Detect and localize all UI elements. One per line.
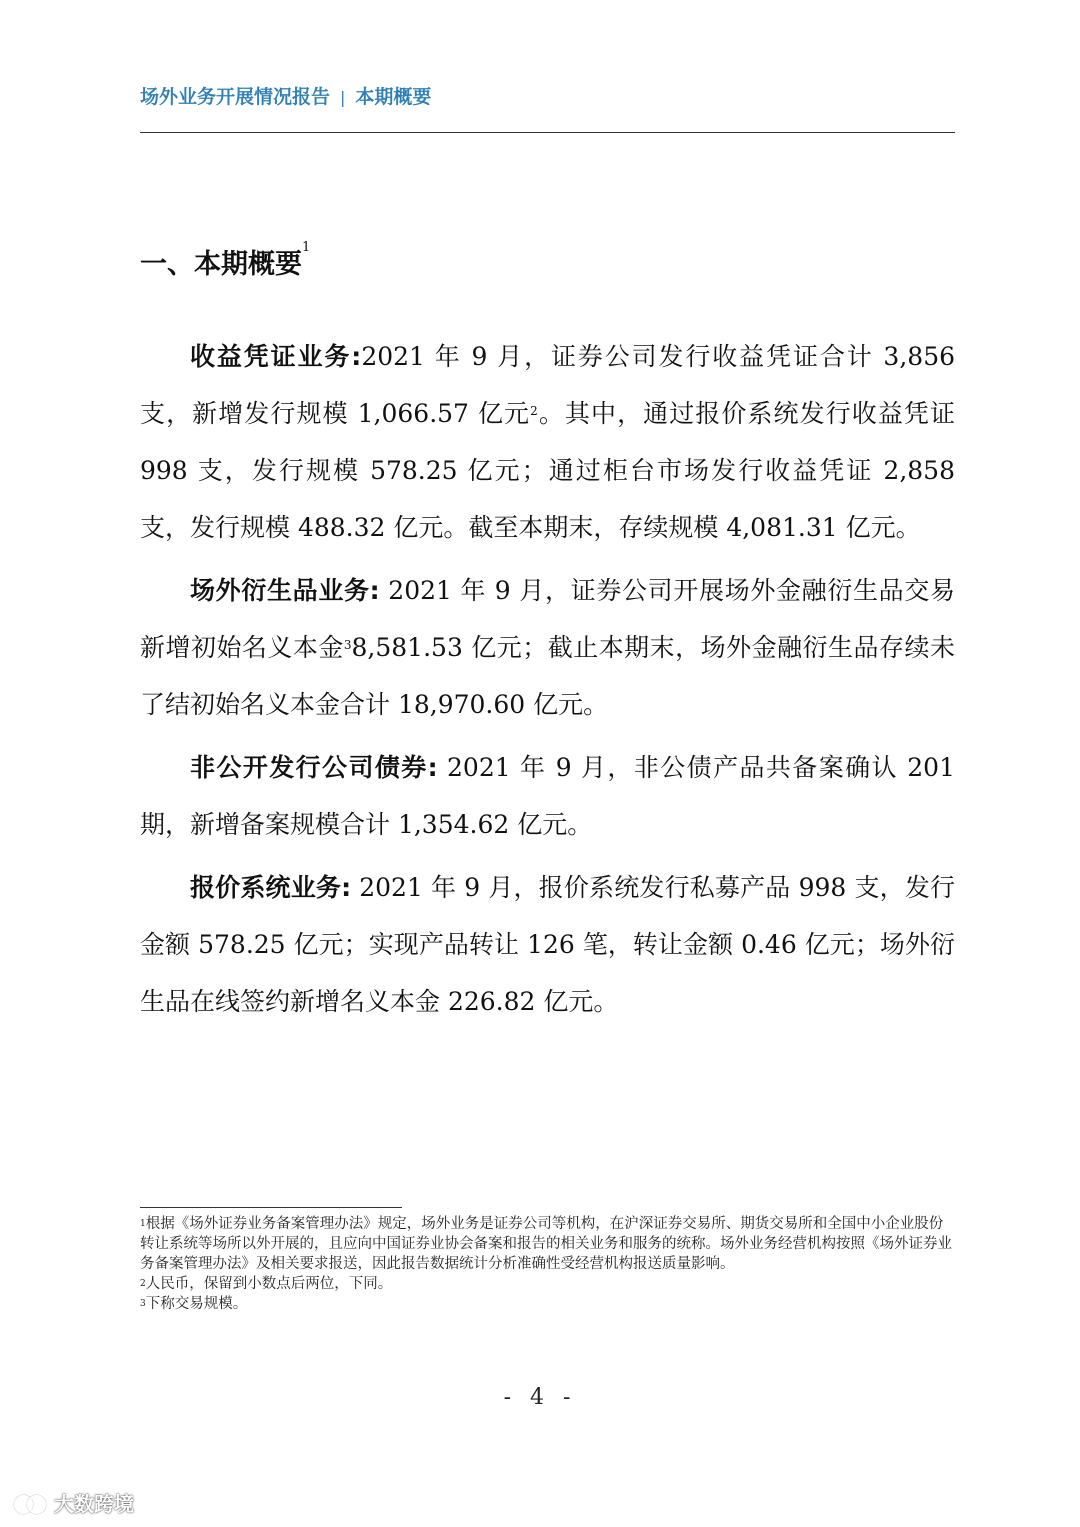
paragraph-lead: 非公开发行公司债券: xyxy=(190,753,438,782)
footnote-text: 人民币，保留到小数点后两位，下同。 xyxy=(145,1276,393,1292)
paragraph-lead: 收益凭证业务: xyxy=(190,342,362,371)
footnote-3 xyxy=(140,1294,955,1314)
footnotes xyxy=(140,1214,955,1314)
footnote-divider xyxy=(140,1207,402,1208)
section-heading-text: 一、本期概要 xyxy=(140,249,302,280)
paragraph-private-bonds xyxy=(140,739,955,853)
paragraph-text: 2021 年 9 月，非公债产品共备案确认 201 期，新增备案规模合计 1,354.62 亿元。 xyxy=(140,753,955,839)
paragraph-lead: 报价系统业务: xyxy=(190,873,352,902)
paragraph-income-certificates xyxy=(140,328,955,556)
header-section-name: 本期概要 xyxy=(355,86,432,108)
footnote-text: 下称交易规模。 xyxy=(145,1296,248,1312)
weibo-chain-icon xyxy=(14,1493,48,1513)
footnote-mark: 1 xyxy=(140,1219,146,1229)
footnote-ref-2[interactable]: 2 xyxy=(530,404,538,418)
watermark-text: 大数跨境 xyxy=(54,1492,134,1516)
paragraph-otc-derivatives xyxy=(140,562,955,733)
footnote-mark: 3 xyxy=(140,1299,146,1309)
paragraph-text: 2021 年 9 月，报价系统发行私募产品 998 支，发行金额 578.25 亿元；实现产品转让 126 笔，转让金额 0.46 亿元；场外衍生品在线签约新增名义本金 226.82 亿元。 xyxy=(140,873,955,1016)
page-number: - 4 - xyxy=(503,1385,577,1410)
report-title: 场外业务开展情况报告 xyxy=(140,86,331,108)
footnote-ref-1[interactable]: 1 xyxy=(302,240,311,255)
paragraph-text: 2021 年 9 月，证券公司开展场外金融衍生品交易新增初始名义本金 xyxy=(140,576,955,662)
paragraph-text: 8,581.53 亿元；截止本期末，场外金融衍生品存续未了结初始名义本金合计 18,970.60 亿元。 xyxy=(140,633,955,719)
paragraph-text: 2021 年 9 月，证券公司发行收益凭证合计 3,856 支，新增发行规模 1,066.57 亿元 xyxy=(140,342,956,428)
footnote-2 xyxy=(140,1274,955,1294)
paragraph-text: 。其中，通过报价系统发行收益凭证 998 支，发行规模 578.25 亿元；通过柜台市场发行收益凭证 2,858 支，发行规模 488.32 亿元。截至本期末，存续规模 4,081.31 亿元。 xyxy=(140,399,955,542)
running-header xyxy=(140,82,431,109)
footnote-mark: 2 xyxy=(140,1279,146,1289)
header-separator: | xyxy=(340,88,346,107)
header-divider xyxy=(140,132,955,133)
footnote-text: 根据《场外证券业务备案管理办法》规定，场外业务是证券公司等机构，在沪深证券交易所、期货交易所和全国中小企业股份转让系统等场所以外开展的，且应向中国证券业协会备案和报告的相关业务和服务的统称。场外业务经营机构按照《场外证券业务备案管理办法》及相关要求报送，因此报告数据统计分析准确性受经营机构报送质量影响。 xyxy=(140,1216,952,1272)
body-content xyxy=(140,328,955,1036)
footnote-1 xyxy=(140,1214,955,1274)
footnote-ref-3[interactable]: 3 xyxy=(343,638,352,652)
paragraph-lead: 场外衍生品业务: xyxy=(190,576,380,605)
section-heading xyxy=(140,242,310,281)
watermark xyxy=(14,1488,134,1517)
paragraph-quotation-system xyxy=(140,859,955,1030)
